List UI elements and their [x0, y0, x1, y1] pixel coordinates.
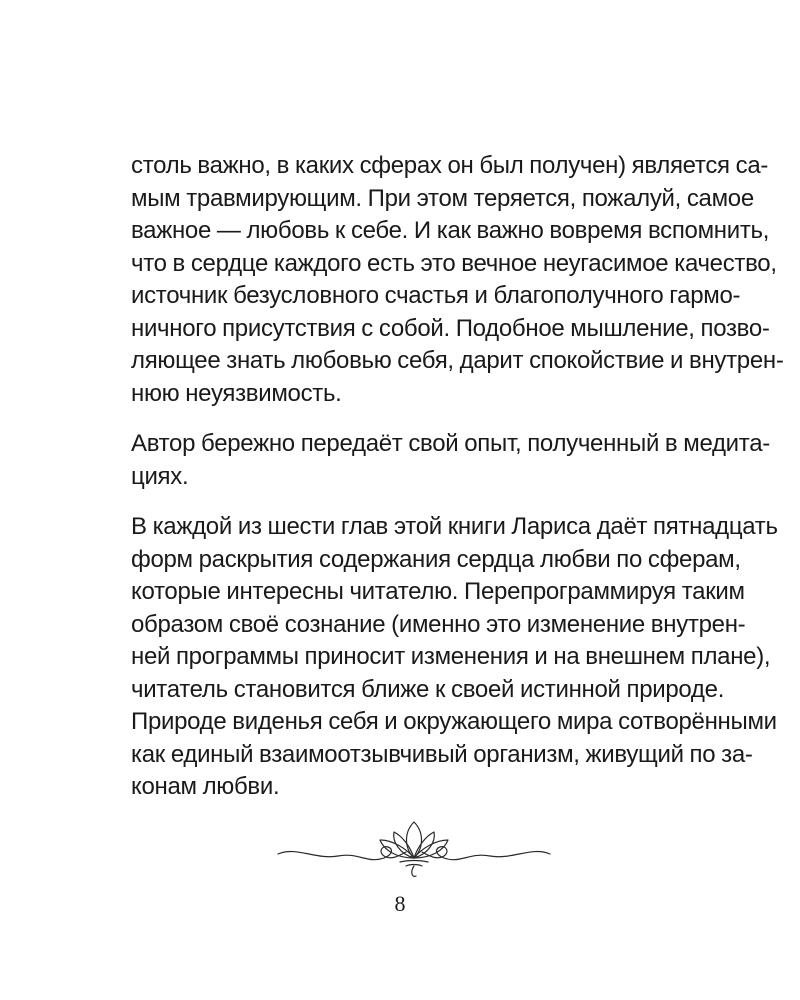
page-number: 8	[394, 891, 406, 916]
text-line: циях.	[131, 462, 189, 490]
text-line: конам любви.	[131, 773, 280, 800]
text-line: читатель становится ближе к своей истинной природе.	[131, 675, 725, 703]
text-line: столь важно, в каких сферах он был получен) является са-	[131, 152, 769, 179]
paragraph	[131, 150, 784, 410]
body-text	[131, 150, 784, 804]
paragraph-spacer	[131, 410, 697, 428]
text-line: Автор бережно передаёт свой опыт, полученный в медита-	[131, 430, 770, 457]
text-line: важное — любовь к себе. И как важно вовремя вспомнить,	[131, 217, 770, 244]
text-line: что в сердце каждого есть это вечное неугасимое качество,	[131, 249, 777, 277]
paragraph-spacer	[131, 493, 697, 511]
text-line: которые интересны читателю. Перепрограммируя таким	[131, 578, 745, 605]
text-line: ней программы приносит изменения и на внешнем плане),	[131, 643, 771, 670]
text-line: образом своё сознание (именно это изменение внутрен-	[131, 610, 746, 638]
text-line: ляющее знать любовью себя, дарит спокойствие и внутрен-	[131, 347, 784, 374]
paragraph	[131, 511, 778, 804]
text-line: ничного присутствия с собой. Подобное мышление, позво-	[131, 314, 770, 342]
lotus-flourish-icon	[276, 814, 552, 882]
text-line: Природе виденья себя и окружающего мира сотворёнными	[131, 708, 777, 735]
text-line: мым травмирующим. При этом теряется, пожалуй, самое	[131, 184, 754, 212]
paragraph	[131, 428, 770, 493]
text-line: источник безусловного счастья и благополучного гармо-	[131, 282, 741, 309]
text-line: форм раскрытия содержания сердца любви по сферам,	[131, 545, 741, 573]
text-line: как единый взаимоотзывчивый организм, живущий по за-	[131, 740, 753, 768]
text-line: нюю неуязвимость.	[131, 379, 342, 407]
text-line: В каждой из шести глав этой книги Лариса даёт пятнадцать	[131, 513, 778, 540]
